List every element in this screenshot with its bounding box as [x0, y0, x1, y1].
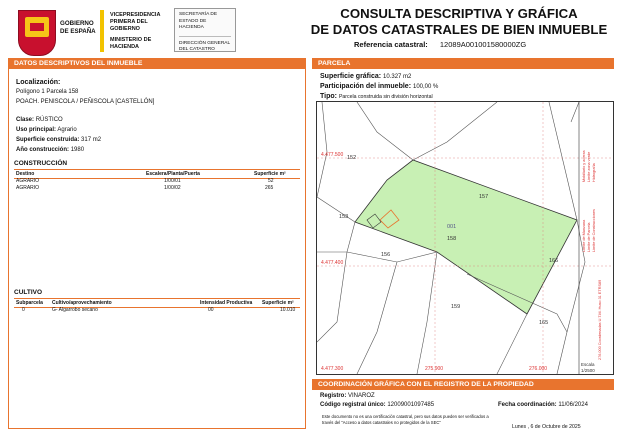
- fecha-value: 11/06/2024: [558, 402, 588, 408]
- participacion-row: [320, 83, 438, 90]
- ministry-vicepresidencia: VICEPRESIDENCIA PRIMERA DEL GOBIERNO: [110, 12, 161, 32]
- scale-value: 1/2500: [581, 368, 595, 373]
- datos-descriptivos-bar: DATOS DESCRIPTIVOS DEL INMUEBLE: [8, 58, 306, 69]
- datos-descriptivos-panel: [8, 69, 306, 429]
- header-divider: [100, 10, 104, 52]
- tipo-label: Tipo:: [320, 93, 337, 100]
- cell-destino: AGRARIO: [16, 185, 40, 191]
- cell-cultivo: G- Algarrobo secano: [52, 307, 98, 313]
- cell-destino: AGRARIO: [16, 178, 40, 184]
- cell-superficie: 52: [268, 178, 274, 184]
- cell-superficie: 10.010: [280, 307, 296, 313]
- superficie-value: 317 m2: [81, 137, 102, 143]
- localizacion-label: Localización:: [16, 79, 61, 86]
- col-superficie: Superficie m²: [262, 300, 294, 306]
- col-subparcela: Subparcela: [16, 300, 43, 306]
- title-line-1: CONSULTA DESCRIPTIVA Y GRÁFICA: [340, 6, 578, 21]
- direccion-label: DIRECCIÓN GENERAL DEL CATASTRO: [179, 40, 230, 52]
- fecha-documento: Lunes , 6 de Octubre de 2025: [512, 424, 581, 430]
- parcel-number: 156: [381, 252, 391, 258]
- sup-grafica-value: 10.327 m2: [383, 74, 412, 80]
- codigo-value: 12009001097485: [387, 402, 435, 408]
- map-svg: [317, 102, 613, 374]
- table-row: [14, 307, 300, 314]
- registro-row: [320, 393, 375, 399]
- coord-label: 4.477.300: [321, 366, 344, 372]
- uso-label: Uso principal:: [16, 127, 57, 133]
- ministry-hacienda: MINISTERIO DE HACIENDA: [110, 37, 152, 50]
- referencia-catastral: [354, 40, 526, 49]
- parcel-number: 158: [447, 236, 457, 242]
- coord-label: 4.477.400: [321, 260, 344, 266]
- registro-label: Registro:: [320, 393, 347, 399]
- legend-coords: 276.000 Coordenadas U.T.M. Huso 31 ETRS89: [598, 279, 602, 360]
- table-row: [14, 185, 300, 192]
- uso-value: Agrario: [57, 127, 77, 133]
- col-cultivo: Cultivo/aprovechamiento: [52, 300, 112, 306]
- clase-row: [16, 117, 63, 123]
- participacion-value: 100,00 %: [412, 84, 439, 90]
- clase-label: Clase:: [16, 117, 35, 123]
- refcat-label: Referencia catastral:: [354, 40, 428, 49]
- uso-row: [16, 127, 77, 133]
- parcel-number: 001: [447, 224, 457, 230]
- ministries: [110, 12, 174, 55]
- parcel-number: 153: [339, 214, 349, 220]
- superficie-grafica-row: [320, 73, 411, 80]
- registro-value: VINAROZ: [348, 393, 375, 399]
- coord-label: 275.900: [425, 366, 444, 372]
- table-row: [14, 178, 300, 185]
- legend-text: Límite zona verde: [587, 151, 591, 182]
- parcel-number: 165: [539, 320, 549, 326]
- coord-label: 4.477.500: [321, 152, 344, 158]
- coord-label: 276.000: [529, 366, 548, 372]
- cell-escalera: 1/00/02: [164, 185, 181, 191]
- sup-grafica-label: Superficie gráfica:: [320, 73, 382, 80]
- col-intensidad: Intensidad Productiva: [200, 300, 253, 306]
- localizacion-line2: POACH. PENISCOLA / PEÑISCOLA [CASTELLÓN]: [16, 99, 155, 105]
- legend-text: Límite de Construcciones: [592, 209, 596, 252]
- refcat-value: 12089A001001580000ZG: [439, 40, 527, 49]
- fecha-label: Fecha coordinación:: [498, 402, 557, 408]
- anio-row: [16, 147, 84, 153]
- nota-legal: Este documento no es una certificación catastral, pero sus datos pueden ser verificados a través del "Acceso a datos catastrales no protegidos de la SEC": [322, 414, 489, 425]
- cell-intensidad: 00: [208, 307, 214, 313]
- col-superficie: Superficie m²: [254, 171, 286, 177]
- codigo-row: [320, 402, 434, 408]
- superficie-label: Superficie construida:: [16, 137, 80, 143]
- secretaria-box: [174, 8, 236, 52]
- legend-text: Límite de Parcela: [587, 222, 591, 252]
- coordinacion-bar: COORDINACIÓN GRÁFICA CON EL REGISTRO DE LA PROPIEDAD: [312, 379, 614, 390]
- parcel-number: 152: [347, 155, 357, 161]
- parcel-number: 157: [479, 194, 489, 200]
- localizacion-line1: Polígono 1 Parcela 158: [16, 89, 79, 95]
- legend-text: Límite de Manzana: [582, 219, 586, 252]
- anio-label: Año construcción:: [16, 147, 70, 153]
- secretaria-label: SECRETARÍA DE ESTADO DE HACIENDA: [179, 12, 218, 30]
- cell-subparcela: 0: [22, 307, 25, 313]
- participacion-label: Participación del inmueble:: [320, 83, 412, 90]
- codigo-label: Código registral único:: [320, 402, 386, 408]
- parcela-bar: PARCELA: [312, 58, 614, 69]
- legend-text: Hidrografía: [592, 163, 596, 182]
- tipo-row: [320, 93, 433, 100]
- cell-superficie: 265: [265, 185, 274, 191]
- parcel-number: 166: [549, 258, 559, 264]
- tipo-value: Parcela construida sin división horizontal: [338, 94, 433, 100]
- cadastral-map[interactable]: [316, 101, 614, 375]
- col-escalera: Escalera/Planta/Puerta: [146, 171, 200, 177]
- parcel-number: 159: [451, 304, 461, 310]
- superficie-row: [16, 137, 101, 143]
- scale-label: Escala: [581, 362, 595, 367]
- page-title: [300, 6, 618, 38]
- legend-text: Mobiliario y aceras: [582, 150, 586, 182]
- coat-of-arms-icon: [18, 10, 56, 56]
- gobierno-label: GOBIERNO DE ESPAÑA: [60, 20, 96, 35]
- col-destino: Destino: [16, 171, 35, 177]
- fecha-row: [498, 402, 588, 408]
- title-line-2: DE DATOS CATASTRALES DE BIEN INMUEBLE: [310, 22, 608, 37]
- cultivo-title: CULTIVO: [14, 289, 43, 296]
- clase-value: RÚSTICO: [35, 117, 63, 123]
- anio-value: 1980: [70, 147, 85, 153]
- construccion-title: CONSTRUCCIÓN: [14, 160, 68, 167]
- cell-escalera: 1/00/01: [164, 178, 181, 184]
